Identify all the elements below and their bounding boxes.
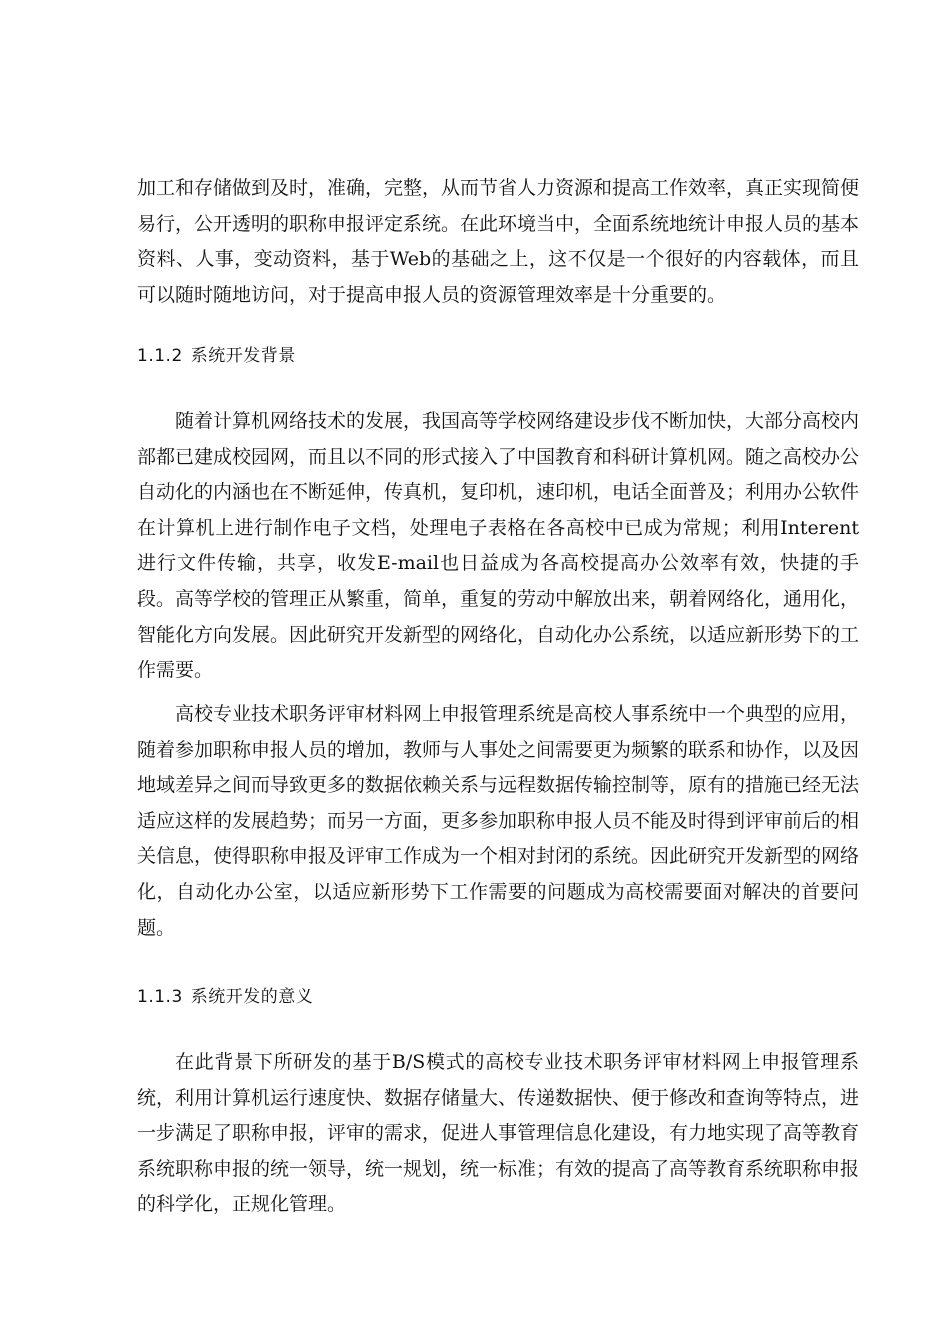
section-heading-1-1-3: [137, 985, 313, 1009]
section-heading-1-1-2: [137, 344, 296, 368]
paragraph-background-1: 随着计算机网络技术的发展，我国高等学校网络建设步伐不断加快，大部分高校内部都已建成校园网，而且以不同的形式接入了中国教育和科研计算机网。随之高校办公自动化的内涵也在不断延伸，传真机，复印机，速印机，电话全面普及；利用办公软件在计算机上进行制作电子文档，处理电子表格在各高校中已成为常规；利用Interent进行文件传输，共享，收发E-mail也日益成为各高校提高办公效率有效，快捷的手段。高等学校的管理正从繁重，简单，重复的劳动中解放出来，朝着网络化，通用化，智能化方向发展。因此研究开发新型的网络化，自动化办公系统，以适应新形势下的工作需要。: [137, 410, 860, 682]
paragraph-background-2: 高校专业技术职务评审材料网上申报管理系统是高校人事系统中一个典型的应用，随着参加职称申报人员的增加，教师与人事处之间需要更为频繁的联系和协作，以及因地域差异之间而导致更多的数据依赖关系与远程数据传输控制等，原有的措施已经无法适应这样的发展趋势；而另一方面，更多参加职称申报人员不能及时得到评审前后的相关信息，使得职称申报及评审工作成为一个相对封闭的系统。因此研究开发新型的网络化，自动化办公室，以适应新形势下工作需要的问题成为高校需要面对解决的首要问题。: [137, 703, 860, 939]
section-number: 1.1.3: [137, 987, 183, 1007]
section-title: 系统开发的意义: [190, 987, 314, 1007]
paragraph-intro-continuation: 加工和存储做到及时，准确，完整，从而节省人力资源和提高工作效率，真正实现简便易行，公开透明的职称申报评定系统。在此环境当中，全面系统地统计申报人员的基本资料、人事，变动资料，基于Web的基础之上，这不仅是一个很好的内容载体，而且可以随时随地访问，对于提高申报人员的资源管理效率是十分重要的。: [137, 177, 860, 306]
section-title: 系统开发背景: [190, 346, 296, 366]
paragraph-significance: 在此背景下所研发的基于B/S模式的高校专业技术职务评审材料网上申报管理系统，利用计算机运行速度快、数据存储量大、传递数据快、便于修改和查询等特点，进一步满足了职称申报，评审的需求，促进人事管理信息化建设，有力地实现了高等教育系统职称申报的统一领导，统一规划，统一标准；有效的提高了高等教育系统职称申报的科学化，正规化管理。: [137, 1051, 860, 1216]
section-number: 1.1.2: [137, 346, 183, 366]
